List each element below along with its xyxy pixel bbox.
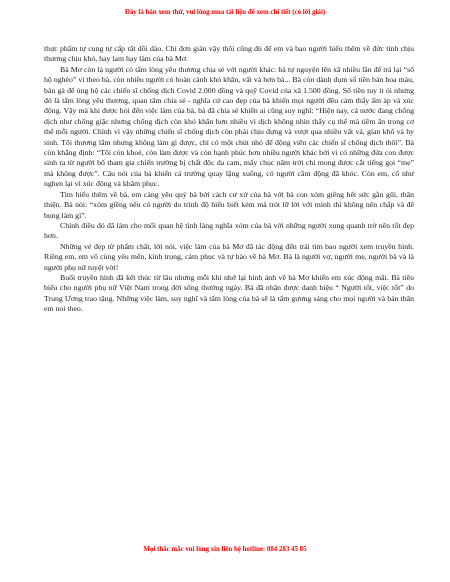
hotline-footer: Mọi thắc mắc vui lòng xin liên hệ hotline: 084 283 45 85	[143, 546, 307, 553]
paragraph-4: Chính điều đó đã làm cho mối quan hệ tình làng nghĩa xóm của bà với những người xung quanh trở nên tốt đẹp hơn.	[44, 220, 414, 241]
paragraph-5: Những vẻ đẹp từ phẩm chất, lời nói, việc làm của bà Mơ đã tác động đến trái tim bao người xem truyền hình. Riêng em, em vô cùng yêu mến, kính trọng, cảm phục và tự hào về bà Mơ. Bà là người vợ, người mẹ, người bà và là người phụ nữ tuyệt vời!	[44, 241, 414, 272]
preview-notice-header: Đây là bản xem thử, vui lòng mua tài liệu để xem chi tiết (có lời giải)	[124, 9, 326, 16]
paragraph-1: thực phẩm tự cung tự cấp rất dồi dào. Chỉ đơn giản vậy thôi cũng đủ để em và bao người hiểu thêm về đức tính chịu thương chịu khó, hay lam hay làm của bà Mơ.	[44, 44, 414, 64]
paragraph-3: Tìm hiểu thêm về bà, em càng yêu quý bà bởi cách cư xử của bà với bà con xóm giềng hết sức gần gũi, thân thiện. Bà nói: “xóm giềng nếu có người do trình độ hiểu biết kém mà trót lỡ lời với mình thì không nên chấp và để bụng làm gì”.	[44, 189, 414, 220]
paragraph-2: Bà Mơ còn là người có tấm lòng yêu thương chia sẻ với người khác: bà tự nguyện lên xã nhiều lần để trả lại “sổ hộ nghèo” vì theo bà, còn nhiều người có hoàn cảnh khó khăn, vất vả hơn bà... Bà còn dành dụm số tiền bán hoa màu, bán gà để ủng hộ các chiến sĩ chống dịch Covid 2.000 đồng và quỹ Covid của xã 1.500 đồng. Số tiền tuy ít ỏi nhưng đó là tấm lòng yêu thương, quan tâm chia sẻ - nghĩa cử cao đẹp của bà khiến mọi người đều cảm thấy ấm áp và xúc động. Vậy mà khi được hỏi đến việc làm của bà, bà đã chia sẻ khiến ai cũng suy nghĩ: “Hiện nay, cả nước đang chống dịch như chống giặc nhưng chống dịch còn khó khăn hơn nhiều vì dịch không nhìn thấy cụ thể mà tiềm ẩn trong cơ thể mỗi người. Chính vì vậy những chiến sĩ chống dịch còn phải chịu đựng và vượt qua nhiều vất vả, gian khổ và hy sinh. Tôi thương lắm nhưng không làm gì được, chỉ có một chút nhỏ để động viên các chiến sĩ chống dịch thôi”. Bà còn khẳng định: “Tôi còn khoẻ, còn làm được và còn hạnh phúc hơn nhiều người khác bởi vì có những đứa con được sinh ra từ người bố tham gia chiến trường bị chất độc da cam, mấy chục năm trời chỉ mong được cắt tiếng gọi “mẹ” mà không được”. Câu nói của bà khiến cả trường quay lặng xuống, có người cầm động đã khóc. Còn em, cổ như nghẹn lại vì xúc động và khâm phục.	[44, 64, 414, 189]
document-body	[44, 44, 414, 315]
paragraph-6: Buổi truyền hình đã kết thúc từ lâu nhưng mỗi khi nhớ lại hình ảnh về bà Mơ khiến em xúc động mãi. Bà tiêu biểu cho người phụ nữ Việt Nam trong đời sống thường ngày. Bà đã nhận được danh hiệu “ Người tốt, việc tốt” do Trung Ương trao tặng. Những việc làm, suy nghĩ và tấm lòng của bà sẽ là tấm gương sáng cho mọi người và bản thân em noi theo.	[44, 272, 414, 314]
